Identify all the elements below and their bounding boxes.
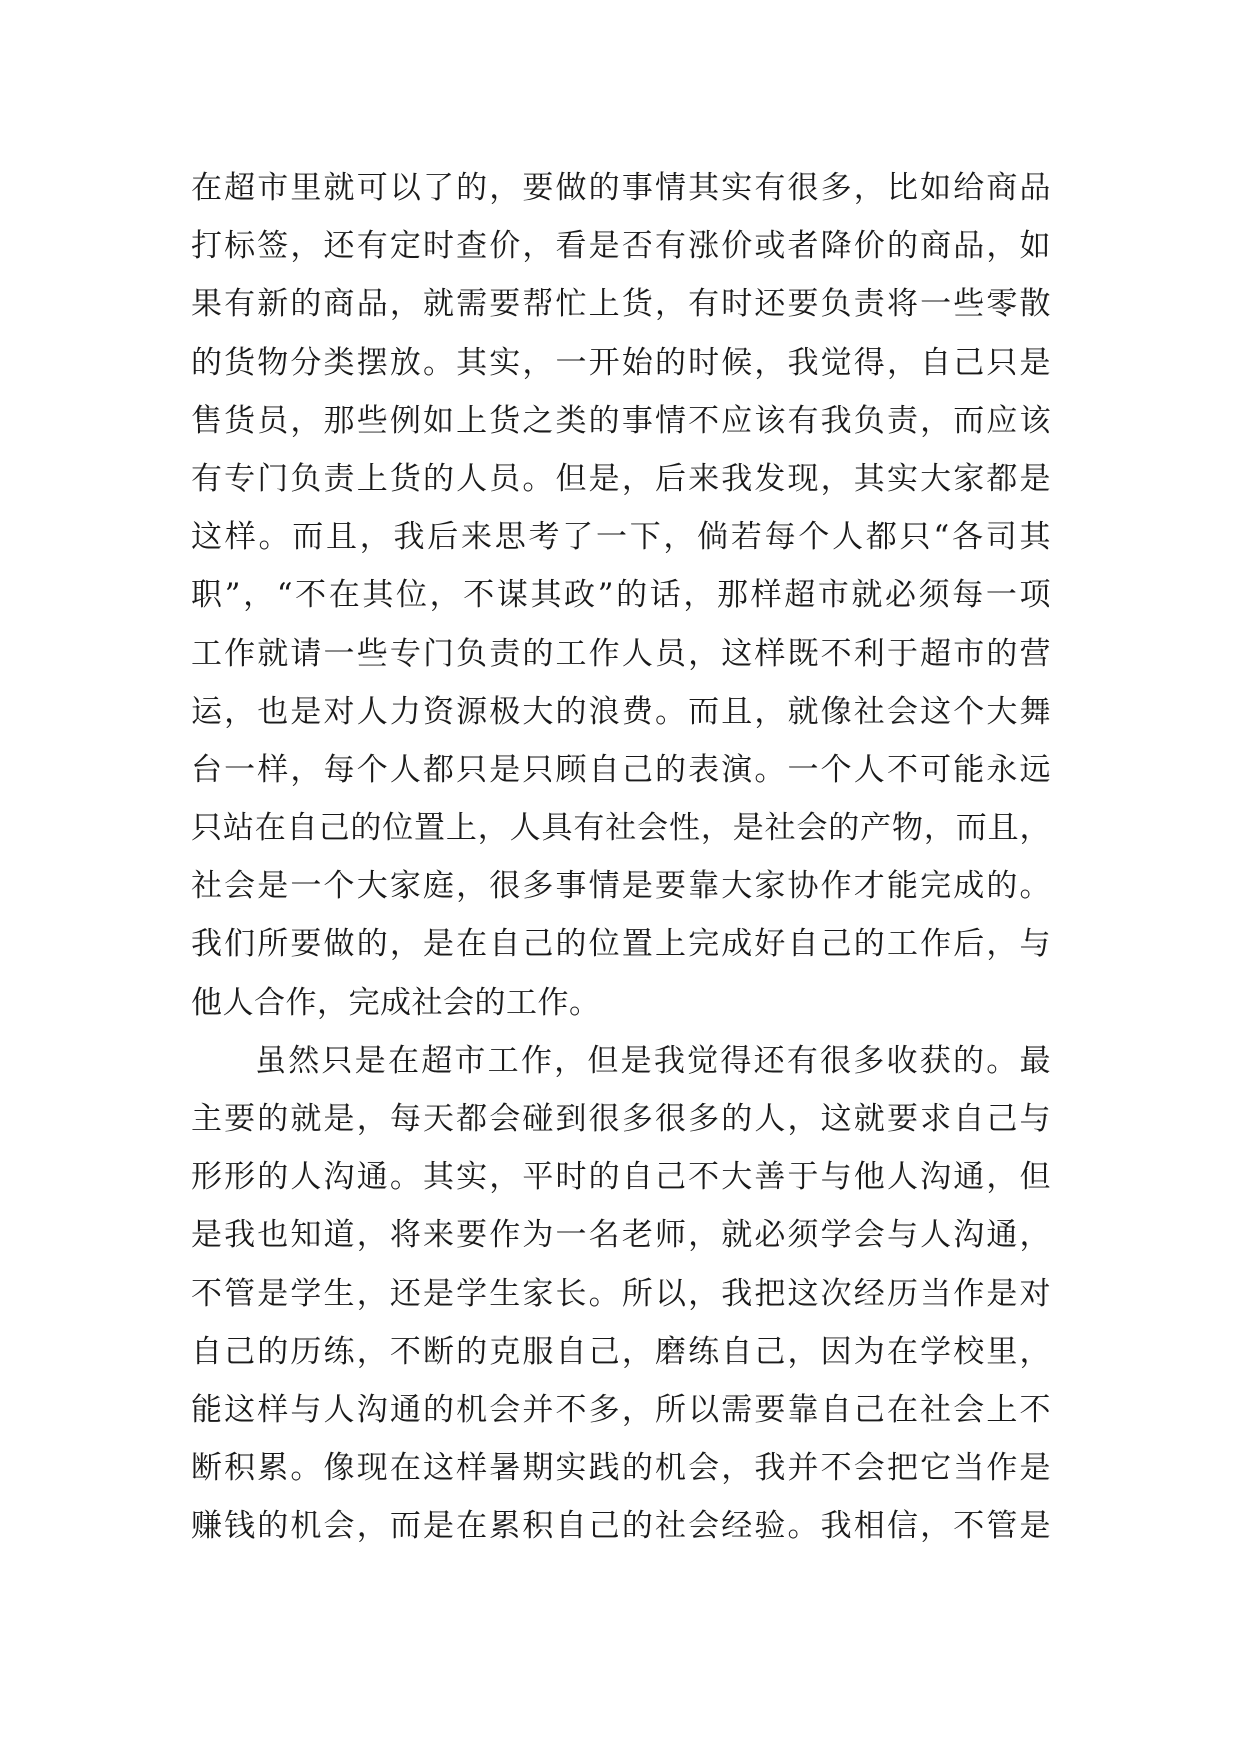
text-line: 打标签，还有定时查价，看是否有涨价或者降价的商品，如 bbox=[191, 228, 1051, 265]
text-line: 职”，“不在其位，不谋其政”的话，那样超市就必须每一项 bbox=[191, 577, 1051, 614]
text-line: 形形的人沟通。其实，平时的自己不大善于与他人沟通，但 bbox=[191, 1159, 1051, 1196]
text-line: 运，也是对人力资源极大的浪费。而且，就像社会这个大舞 bbox=[191, 693, 1051, 730]
text-line: 是我也知道，将来要作为一名老师，就必须学会与人沟通， bbox=[191, 1217, 1051, 1254]
text-line: 赚钱的机会，而是在累积自己的社会经验。我相信，不管是 bbox=[191, 1508, 1051, 1545]
paragraph-start-line: 虽然只是在超市工作，但是我觉得还有很多收获的。最 bbox=[255, 1042, 1051, 1079]
body-text bbox=[191, 159, 1051, 1556]
text-line: 果有新的商品，就需要帮忙上货，有时还要负责将一些零散 bbox=[191, 286, 1051, 323]
paragraph-end-line: 他人合作，完成社会的工作。 bbox=[191, 984, 601, 1021]
text-line: 台一样，每个人都只是只顾自己的表演。一个人不可能永远 bbox=[191, 751, 1051, 788]
text-line: 自己的历练，不断的克服自己，磨练自己，因为在学校里， bbox=[191, 1333, 1051, 1370]
text-line: 主要的就是，每天都会碰到很多很多的人，这就要求自己与 bbox=[191, 1101, 1051, 1137]
text-line: 工作就请一些专门负责的工作人员，这样既不利于超市的营 bbox=[191, 635, 1051, 672]
text-line: 售货员，那些例如上货之类的事情不应该有我负责，而应该 bbox=[191, 402, 1051, 439]
text-line: 在超市里就可以了的，要做的事情其实有很多，比如给商品 bbox=[191, 170, 1051, 206]
text-line: 社会是一个大家庭，很多事情是要靠大家协作才能完成的。 bbox=[191, 868, 1051, 905]
text-line: 断积累。像现在这样暑期实践的机会，我并不会把它当作是 bbox=[191, 1450, 1051, 1487]
text-line: 有专门负责上货的人员。但是，后来我发现，其实大家都是 bbox=[191, 460, 1051, 497]
text-line: 这样。而且，我后来思考了一下，倘若每个人都只“各司其 bbox=[191, 519, 1051, 556]
text-line: 的货物分类摆放。其实，一开始的时候，我觉得，自己只是 bbox=[191, 344, 1051, 381]
text-line: 能这样与人沟通的机会并不多，所以需要靠自己在社会上不 bbox=[191, 1391, 1051, 1428]
text-line: 只站在自己的位置上，人具有社会性，是社会的产物，而且， bbox=[191, 810, 1051, 847]
text-line: 不管是学生，还是学生家长。所以，我把这次经历当作是对 bbox=[191, 1275, 1051, 1312]
text-line: 我们所要做的，是在自己的位置上完成好自己的工作后，与 bbox=[191, 926, 1051, 963]
